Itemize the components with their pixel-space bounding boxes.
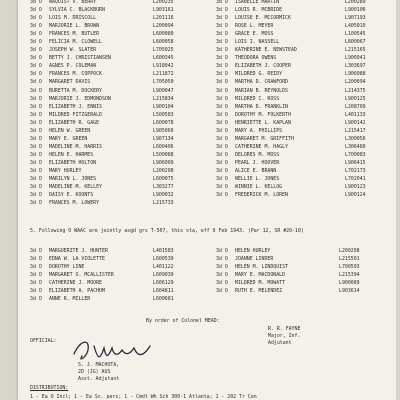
roster-row	[216, 167, 388, 175]
roster-name: CATHERINE M. HAGLY	[235, 143, 288, 150]
roster-name: MARILYN L. JONES	[49, 176, 97, 183]
roster-name: MARGARET O. MCALLISTER	[49, 272, 114, 279]
roster-serial: L900142	[345, 119, 366, 126]
roster-serial: L200235	[153, 0, 174, 5]
roster-row	[30, 167, 198, 175]
roster-name: FRANCES M. BUTLER	[49, 31, 100, 38]
roster-name: DOROTHY M. FOLKERTH	[235, 111, 291, 118]
distribution-label: DISTRIBUTION:	[30, 385, 69, 391]
roster-grade: 3d O	[216, 15, 228, 22]
para5-right-column	[216, 247, 379, 295]
roster-grade: 3d O	[30, 200, 42, 207]
roster-serial: L900104	[153, 103, 174, 110]
roster-serial: L600080	[153, 31, 174, 38]
roster-grade: 3d O	[30, 71, 42, 78]
roster-name: CATHERINE J. MOORE	[49, 280, 102, 287]
roster-grade: 3d O	[30, 264, 42, 271]
roster-row	[216, 151, 388, 159]
roster-row	[216, 95, 388, 103]
roster-row	[216, 103, 388, 111]
roster-grade: 3d O	[216, 159, 228, 166]
roster-serial: L900106	[345, 7, 366, 14]
roster-name: HELEN M. LINDQUIST	[235, 264, 288, 271]
roster-grade: 3d O	[216, 256, 228, 263]
signer-name: R. R. FAYNE	[268, 326, 301, 332]
roster-row	[216, 30, 388, 38]
roster-grade: 3d O	[30, 7, 42, 14]
roster-grade: 3d O	[30, 39, 42, 46]
roster-name: MARY E. GREEN	[49, 135, 88, 142]
roster-name: MARJORIE L. BROWN	[49, 23, 100, 30]
roster-name: JOANNE LINDER	[235, 256, 274, 263]
roster-row	[30, 175, 198, 183]
roster-row	[216, 135, 388, 143]
roster-grade: 3d O	[216, 272, 228, 279]
auth-rank: 2D (JG) AUS	[78, 369, 111, 375]
roster-grade: 3d O	[216, 47, 228, 54]
roster-row	[30, 295, 193, 303]
roster-serial: L405010	[345, 23, 366, 30]
roster-serial: L401133	[345, 111, 366, 118]
roster-row	[216, 247, 379, 255]
roster-name: NAQUIST V. BERRY	[49, 0, 97, 5]
roster-serial: L600075	[153, 176, 174, 183]
roster-serial: L208709	[345, 103, 366, 110]
roster-grade: 3d O	[216, 23, 228, 30]
roster-grade: 3d O	[30, 135, 42, 142]
roster-serial: L306480	[345, 143, 366, 150]
roster-name: DELORES M. MOSS	[235, 151, 280, 158]
roster-grade: 3d O	[216, 95, 228, 102]
roster-row	[216, 143, 388, 151]
roster-grade: 3d O	[30, 143, 42, 150]
roster-row	[216, 6, 388, 14]
roster-serial: L303697	[345, 63, 366, 70]
roster-row	[216, 271, 379, 279]
roster-row	[30, 135, 198, 143]
roster-name: LOIS M. DRISCOLL	[49, 15, 97, 22]
roster-row	[30, 103, 198, 111]
roster-serial: L609039	[153, 272, 174, 279]
roster-row	[216, 255, 379, 263]
roster-serial: L900124	[345, 192, 366, 199]
roster-row	[216, 46, 388, 54]
para5-left-column	[30, 247, 193, 303]
roster-name: MILDRED C. ROSS	[235, 95, 280, 102]
roster-name: SYLVIA C. BLACKBURN	[49, 7, 105, 14]
roster-serial: L200208	[339, 248, 360, 254]
roster-serial: L200094	[153, 23, 174, 30]
roster-name: ELIZABETH A. PACHOM	[49, 288, 105, 295]
roster-serial: L300056	[345, 135, 366, 142]
roster-grade: 3d O	[216, 31, 228, 38]
roster-grade: 3d O	[216, 103, 228, 110]
roster-row	[30, 127, 198, 135]
roster-row	[30, 151, 198, 159]
roster-name: HELEN HURLEY	[235, 248, 271, 254]
roster-name: MARY A. PHILLIPS	[235, 127, 283, 134]
roster-serial: L215733	[153, 200, 174, 207]
roster-serial: L215417	[345, 127, 366, 134]
roster-row	[30, 87, 198, 95]
roster-serial: L903614	[339, 288, 360, 295]
roster-row	[30, 111, 198, 119]
roster-serial: L700593	[339, 264, 360, 271]
roster-serial: L600078	[153, 119, 174, 126]
roster-name: RUTH E. MELENDEZ	[235, 288, 283, 295]
roster-name: PEARL J. HOOVER	[235, 159, 280, 166]
roster-serial: L211872	[153, 71, 174, 78]
roster-row	[30, 279, 193, 287]
roster-grade: 3d O	[216, 71, 228, 78]
roster-name: THEODORA OWENS	[235, 55, 277, 62]
roster-name: ROSE L. MEYER	[235, 23, 274, 30]
roster-serial: L600345	[153, 55, 174, 62]
roster-serial: L906009	[153, 159, 174, 166]
roster-grade: 3d O	[216, 264, 228, 271]
roster-name: FRANCES M. COPPOCK	[49, 71, 102, 78]
roster-row	[30, 271, 193, 279]
roster-serial: L500583	[153, 111, 174, 118]
order-line: By order of Colonel MEAD:	[146, 318, 220, 324]
roster-row	[30, 199, 198, 207]
roster-name: DAISY E. KOONTS	[49, 192, 94, 199]
roster-grade: 3d O	[30, 23, 42, 30]
roster-row	[30, 191, 198, 199]
signer-rank: Major, Inf.	[268, 333, 301, 339]
roster-row	[216, 38, 388, 46]
roster-row	[30, 54, 198, 62]
roster-serial: L903161	[153, 7, 174, 14]
roster-name: LOIS I. NASSELL	[235, 39, 280, 46]
roster-name: ALICE E. BRANN	[235, 167, 277, 174]
auth-name: S. J. MACHUTA,	[78, 362, 120, 368]
roster-name: NELLIE L. JONES	[235, 176, 280, 183]
official-label: OFFICIAL:	[30, 338, 57, 344]
roster-name: MARY E. MACDONALD	[235, 272, 286, 279]
roster-row	[216, 263, 379, 271]
roster-serial: L906041	[345, 55, 366, 62]
roster-grade: 3d O	[30, 103, 42, 110]
roster-serial: L702041	[345, 176, 366, 183]
roster-serial: L900125	[345, 95, 366, 102]
roster-row	[30, 6, 198, 14]
roster-grade: 3d O	[30, 15, 42, 22]
roster-grade: 3d O	[216, 111, 228, 118]
roster-grade: 3d O	[30, 0, 42, 5]
roster-row	[30, 119, 198, 127]
roster-serial: L215834	[153, 95, 174, 102]
roster-row	[30, 247, 193, 255]
roster-row	[30, 255, 193, 263]
roster-grade: 3d O	[30, 159, 42, 166]
roster-serial: L401122	[153, 264, 174, 271]
roster-serial: L215501	[339, 256, 360, 263]
roster-name: GRACE E. MOSS	[235, 31, 274, 38]
roster-left-column	[30, 0, 198, 207]
roster-name: EDNA W. LA VIOLETTE	[49, 256, 105, 263]
roster-grade: 3d O	[30, 119, 42, 126]
roster-serial: L906088	[345, 71, 366, 78]
roster-name: KATHERINE E. NEWSTEAD	[235, 47, 297, 54]
roster-row	[216, 183, 388, 191]
roster-grade: 3d O	[30, 47, 42, 54]
roster-grade: 3d O	[216, 167, 228, 174]
roster-row	[216, 62, 388, 70]
roster-row	[30, 159, 198, 167]
roster-row	[216, 22, 388, 30]
roster-name: MARJORIE J. EDMONDSON	[49, 95, 111, 102]
roster-serial: L200208	[153, 167, 174, 174]
roster-name: MILDRED FITZGERALD	[49, 111, 102, 118]
roster-grade: 3d O	[216, 63, 228, 70]
roster-serial: L303277	[153, 184, 174, 191]
roster-serial: L907134	[153, 135, 174, 142]
roster-row	[216, 119, 388, 127]
roster-serial: L401583	[153, 248, 174, 254]
roster-serial: L200289	[345, 0, 366, 5]
roster-name: MARGARET M. GRIFFITH	[235, 135, 294, 142]
roster-serial: L905066	[153, 127, 174, 134]
roster-grade: 3d O	[30, 111, 42, 118]
roster-grade: 3d O	[30, 256, 42, 263]
roster-serial: L500088	[153, 151, 174, 158]
roster-row	[216, 111, 388, 119]
roster-grade: 3d O	[216, 55, 228, 62]
roster-serial: L906415	[345, 159, 366, 166]
distribution-text: 1 - Ea O Incl; 1 - Ea Sc. pers; 1 - Cmdt Wh Sch 300-1 Atlanta; 1 - 202 Tr Cen	[30, 394, 257, 400]
roster-name: MADELINE M. HARRIS	[49, 143, 102, 150]
roster-serial: L215165	[345, 47, 366, 54]
roster-name: LOUIS R. MCBRIDE	[235, 7, 283, 14]
roster-name: FRANCES M. LOWERY	[49, 200, 100, 207]
roster-serial: L702173	[345, 167, 366, 174]
roster-name: MARGUERITE J. HUNTER	[49, 248, 108, 254]
roster-row	[216, 191, 388, 199]
roster-name: ELIZABETH J. ENNIS	[49, 103, 102, 110]
roster-grade: 3d O	[30, 192, 42, 199]
roster-serial: L215394	[339, 272, 360, 279]
roster-serial: L600539	[153, 256, 174, 263]
roster-grade: 3d O	[30, 151, 42, 158]
roster-name: MARTHA D. CRAWFORD	[235, 79, 288, 86]
roster-grade: 3d O	[30, 272, 42, 279]
roster-row	[216, 87, 388, 95]
roster-grade: 3d O	[216, 79, 228, 86]
roster-name: BURETTA M. DOCKERY	[49, 87, 102, 94]
roster-grade: 3d O	[30, 248, 42, 254]
auth-title: Asst. Adjutant	[78, 376, 120, 382]
roster-serial: L201116	[153, 15, 174, 22]
roster-grade: 3d O	[30, 87, 42, 94]
roster-row	[30, 46, 198, 54]
roster-row	[30, 143, 198, 151]
roster-grade: 3d O	[30, 280, 42, 287]
roster-name: HELEN W. GREEN	[49, 127, 91, 134]
roster-name: BETTY J. CHRISTIANSEN	[49, 55, 111, 62]
roster-row	[216, 159, 388, 167]
roster-grade: 3d O	[216, 288, 228, 295]
roster-grade: 3d O	[216, 192, 228, 199]
roster-serial: L600681	[153, 296, 174, 303]
roster-name: MADELINE M. KELLEY	[49, 184, 102, 191]
roster-name: AGNES P. COLEMAN	[49, 63, 97, 70]
roster-name: MARIAN B. REYNOLDS	[235, 87, 288, 94]
roster-name: DOROTHY LINE	[49, 264, 85, 271]
roster-row	[216, 54, 388, 62]
roster-name: FREDERICK M. LOREN	[235, 192, 288, 199]
roster-grade: 3d O	[30, 288, 42, 295]
roster-grade: 3d O	[30, 167, 42, 174]
roster-grade: 3d O	[216, 119, 228, 126]
roster-serial: L705050	[153, 79, 174, 86]
roster-grade: 3d O	[216, 176, 228, 183]
roster-row	[216, 127, 388, 135]
roster-serial: L800067	[345, 39, 366, 46]
roster-name: MILDRED M. MOWATT	[235, 280, 286, 287]
roster-name: FELICIA M. CLOWELL	[49, 39, 102, 46]
roster-name: MILDRED G. REIDY	[235, 71, 283, 78]
roster-serial: L900047	[153, 87, 174, 94]
roster-name: WINNIE L. KELLOG	[235, 184, 283, 191]
roster-grade: 3d O	[216, 127, 228, 134]
roster-name: ELIZABETH R. GAGE	[49, 119, 100, 126]
roster-row	[30, 183, 198, 191]
authentication-block	[78, 362, 119, 383]
roster-grade: 3d O	[216, 39, 228, 46]
roster-name: MARGARET DAVIS	[49, 79, 91, 86]
roster-name: ANNE R. MILLER	[49, 296, 91, 303]
roster-row	[216, 175, 388, 183]
roster-grade: 3d O	[30, 79, 42, 86]
roster-grade: 3d O	[30, 296, 42, 303]
roster-serial: L600058	[153, 39, 174, 46]
roster-grade: 3d O	[216, 143, 228, 150]
roster-serial: L918042	[153, 63, 174, 70]
roster-name: ISABELLE MARTIN	[235, 0, 280, 5]
roster-grade: 3d O	[30, 127, 42, 134]
roster-row	[30, 62, 198, 70]
roster-serial: L900089	[339, 280, 360, 287]
roster-grade: 3d O	[216, 0, 228, 5]
roster-grade: 3d O	[216, 87, 228, 94]
roster-grade: 3d O	[30, 176, 42, 183]
roster-row	[216, 14, 388, 22]
roster-grade: 3d O	[30, 63, 42, 70]
roster-serial: L604811	[153, 288, 174, 295]
roster-name: ELIZABETH HOLTON	[49, 159, 97, 166]
signer-title: Adjutant	[268, 340, 292, 346]
roster-serial: L214375	[345, 87, 366, 94]
roster-row	[30, 38, 198, 46]
document-page	[18, 0, 396, 400]
roster-grade: 3d O	[216, 135, 228, 142]
roster-serial: L705025	[153, 47, 174, 54]
roster-grade: 3d O	[216, 184, 228, 191]
roster-name: JOSEPH W. SLATER	[49, 47, 97, 54]
roster-grade: 3d O	[216, 7, 228, 14]
roster-row	[30, 30, 198, 38]
roster-grade: 3d O	[30, 95, 42, 102]
roster-name: MARY HURLEY	[49, 167, 82, 174]
roster-name: MARTHA D. FRANKLIN	[235, 103, 288, 110]
roster-row	[216, 70, 388, 78]
roster-row	[30, 287, 193, 295]
roster-serial: L700083	[345, 151, 366, 158]
roster-row	[30, 14, 198, 22]
roster-row	[30, 22, 198, 30]
roster-name: HENRIETTE L. KAPLAN	[235, 119, 291, 126]
roster-row	[216, 287, 379, 295]
roster-grade: 3d O	[30, 31, 42, 38]
roster-grade: 3d O	[216, 151, 228, 158]
roster-serial: L907193	[345, 15, 366, 22]
roster-serial: L606129	[153, 280, 174, 287]
signer-block	[268, 326, 300, 347]
roster-row	[216, 279, 379, 287]
paragraph-5: 5. Following O WAAC are jointly asgd grs T-507, this sta, eff 9 Feb 1943. (Par 12, SR #20-10)	[30, 228, 304, 234]
roster-name: HELEN E. HARMES	[49, 151, 94, 158]
roster-serial: L900123	[345, 184, 366, 191]
roster-row	[30, 263, 193, 271]
roster-row	[30, 95, 198, 103]
roster-serial: L600406	[153, 143, 174, 150]
roster-row	[30, 78, 198, 86]
roster-grade: 3d O	[30, 184, 42, 191]
roster-grade: 3d O	[216, 248, 228, 254]
roster-serial: L100545	[345, 31, 366, 38]
roster-serial: L900032	[153, 192, 174, 199]
roster-name: LOUISE E. MCCORMICK	[235, 15, 291, 22]
roster-row	[30, 70, 198, 78]
roster-name: ELIZABETH J. COOPER	[235, 63, 291, 70]
roster-serial: L200094	[345, 79, 366, 86]
roster-grade: 3d O	[216, 280, 228, 287]
roster-grade: 3d O	[30, 55, 42, 62]
roster-row	[216, 78, 388, 86]
roster-right-column	[216, 0, 388, 199]
